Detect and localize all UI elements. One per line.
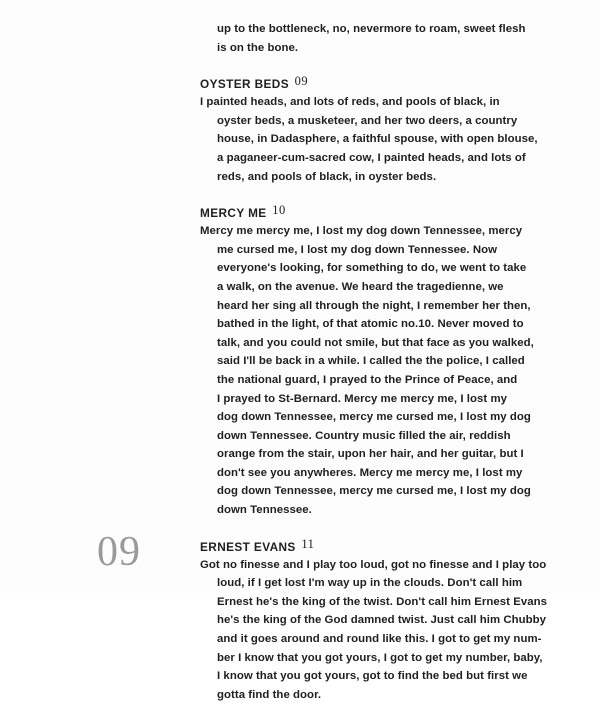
lyric-line: everyone's looking, for something to do, we went to take [217, 262, 527, 275]
lyric-line: don't see you anywheres. Mercy me mercy me, I lost my [217, 466, 523, 479]
lyric-line: gotta find the door. [217, 688, 322, 701]
song-title-mercy-me [200, 204, 586, 222]
lyric-line: me cursed me, I lost my dog down Tennessee. Now [217, 243, 498, 256]
lyric-line: a walk, on the avenue. We heard the tragedienne, we [217, 280, 504, 293]
lyric-line: dog down Tennessee, mercy me cursed me, I lost my dog [217, 485, 531, 498]
lyrics-column [200, 20, 586, 704]
lyric-line: a paganeer-cum-sacred cow, I painted heads, and lots of [217, 151, 526, 164]
lyric-line: loud, if I get lost I'm way up in the clouds. Don't call him [217, 577, 523, 590]
page-number: 09 [97, 529, 141, 575]
lyric-line: Mercy me mercy me, I lost my dog down Tennessee, mercy [200, 225, 523, 238]
lyric-line: is on the bone. [217, 41, 299, 54]
lyric-line: I prayed to St-Bernard. Mercy me mercy me, I lost my [217, 392, 508, 405]
lyric-line: reds, and pools of black, in oyster beds. [217, 170, 437, 183]
lyric-line: talk, and you could not smile, but that face as you walked, [217, 336, 534, 349]
song-title-text: ERNEST EVANS [200, 539, 296, 554]
lyric-line: bathed in the light, of that atomic no.10. Never moved to [217, 318, 524, 331]
song-title-text: OYSTER BEDS [200, 77, 289, 92]
lyric-line: and it goes around and round like this. I got to get my num- [217, 633, 542, 646]
lyric-line: down Tennessee. Country music filled the air, reddish [217, 429, 511, 442]
lyric-line: oyster beds, a musketeer, and her two deers, a country [217, 114, 518, 127]
track-number: 09 [294, 74, 309, 89]
lyric-line: house, in Dadasphere, a faithful spouse, with open blouse, [217, 133, 538, 146]
lyric-line: ber I know that you got yours, I got to get my number, baby, [217, 651, 543, 664]
lyric-line: the national guard, I prayed to the Prince of Peace, and [217, 373, 518, 386]
lyric-line: I know that you got yours, got to find the bed but first we [217, 670, 528, 683]
lyric-line: dog down Tennessee, mercy me cursed me, I lost my dog [217, 411, 531, 424]
song-title-oyster-beds [200, 75, 586, 93]
track-number: 10 [272, 203, 286, 218]
song-title-text: MERCY ME [200, 206, 267, 221]
lyric-line: orange from the stair, upon her hair, and her guitar, but I [217, 448, 524, 461]
lyric-line: up to the bottleneck, no, nevermore to roam, sweet flesh [217, 23, 526, 35]
lyric-line: Ernest he's the king of the twist. Don't call him Ernest Evans [217, 595, 548, 608]
lyrics-ernest-evans [200, 556, 586, 704]
lyric-line: down Tennessee. [217, 504, 312, 517]
intro-paragraph [200, 20, 586, 57]
song-title-ernest-evans [200, 538, 586, 556]
lyric-line: said I'll be back in a while. I called the the police, I called [217, 355, 525, 368]
lyric-line: I painted heads, and lots of reds, and pools of black, in [200, 96, 500, 109]
lyric-line: heard her sing all through the night, I remember her then, [217, 299, 531, 312]
lyrics-mercy-me [200, 222, 586, 520]
track-number: 11 [301, 536, 315, 551]
lyric-line: Got no finesse and I play too loud, got no finesse and I play too [200, 558, 547, 571]
lyric-line: he's the king of the God damned twist. Just call him Chubby [217, 614, 547, 627]
lyrics-oyster-beds [200, 93, 586, 186]
